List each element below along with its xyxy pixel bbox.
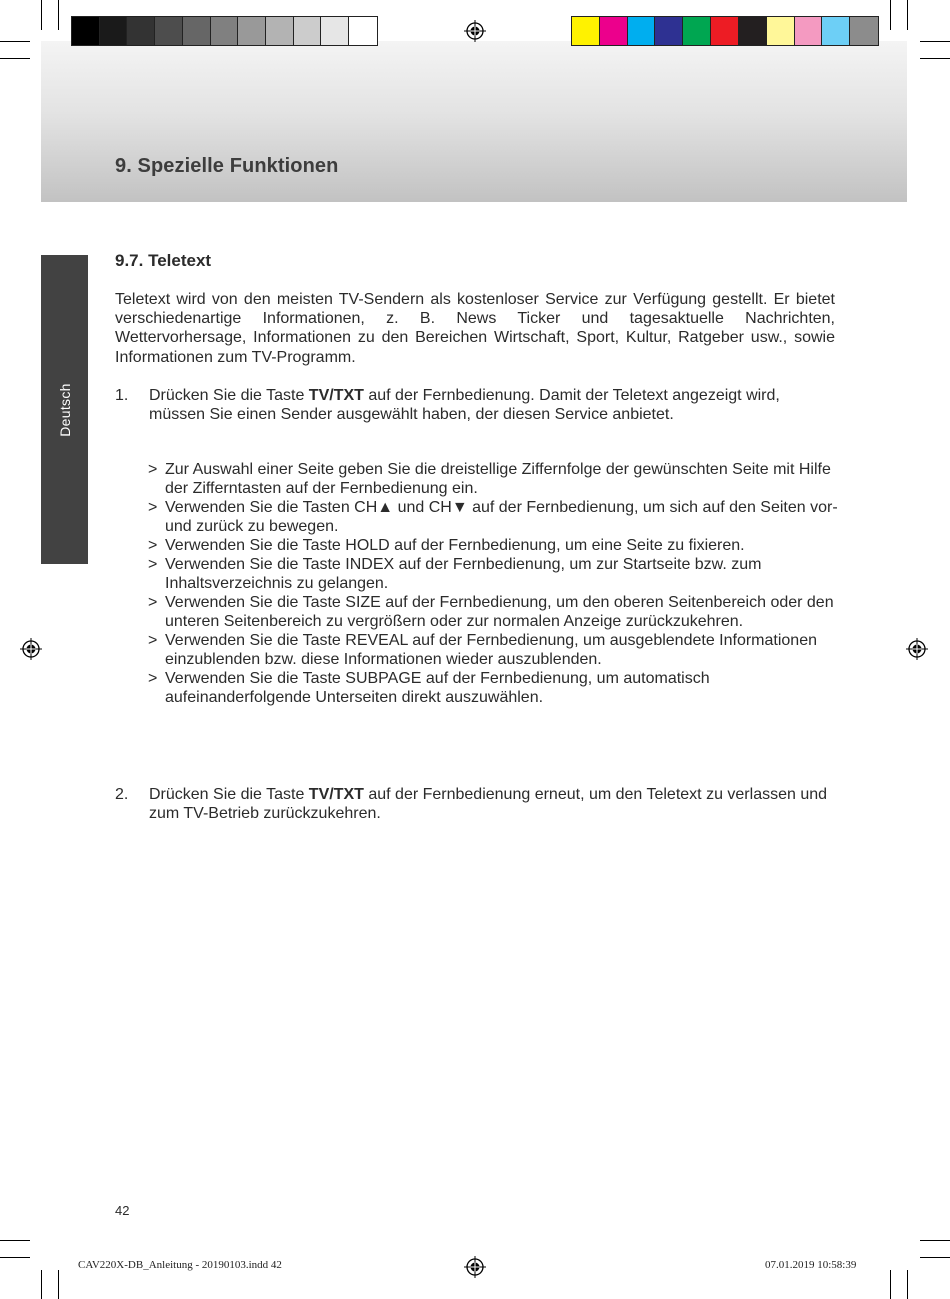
crop-mark <box>907 0 908 30</box>
color-swatch <box>100 17 128 45</box>
color-swatch <box>795 17 823 45</box>
crop-mark <box>0 58 30 59</box>
bullet-text: Verwenden Sie die Taste INDEX auf der Fernbedienung, um zur Startseite bzw. zum Inhaltsverzeichnis zu gelangen. <box>165 556 762 592</box>
crop-mark <box>41 1270 42 1299</box>
bullet-marker: > <box>148 499 158 516</box>
step-text-after: auf der Fernbedienung. Damit der Teletext angezeigt wird, müssen Sie einen Sender ausgewählt haben, der diesen Service anbietet. <box>149 387 780 424</box>
bullet-marker: > <box>148 461 158 478</box>
crop-mark <box>920 58 950 59</box>
grayscale-color-bar <box>71 16 378 46</box>
step-text-before: Drücken Sie die Taste <box>149 786 309 803</box>
bullet-item <box>148 631 838 669</box>
registration-mark-icon <box>906 638 928 660</box>
crop-mark <box>890 1270 891 1299</box>
step-text <box>149 386 829 424</box>
language-tab-label: Deutsch <box>56 382 73 437</box>
key-name: TV/TXT <box>308 387 364 404</box>
page-number: 42 <box>115 1203 130 1218</box>
color-swatch <box>266 17 294 45</box>
bullet-text: Verwenden Sie die Taste SIZE auf der Fernbedienung, um den oberen Seitenbereich oder den unteren Seitenbereich zu vergrößern oder zur normalen Anzeige zurückzukehren. <box>165 594 834 630</box>
color-swatch <box>822 17 850 45</box>
registration-mark-icon <box>20 638 42 660</box>
bullet-text: Zur Auswahl einer Seite geben Sie die dreistellige Ziffernfolge der gewünschten Seite mit Hilfe der Zifferntasten auf der Fernbedienung ein. <box>165 461 831 497</box>
section-title: 9.7. Teletext <box>115 251 212 270</box>
color-swatch <box>127 17 155 45</box>
color-swatch <box>628 17 656 45</box>
bullet-item <box>148 460 838 498</box>
color-swatch <box>349 17 377 45</box>
bullet-marker: > <box>148 670 158 687</box>
crop-mark <box>920 1257 950 1258</box>
bullet-item <box>148 555 838 593</box>
step-text <box>149 785 829 823</box>
crop-mark <box>890 0 891 30</box>
color-swatch <box>211 17 239 45</box>
color-swatch <box>739 17 767 45</box>
bullet-marker: > <box>148 537 158 554</box>
color-swatch <box>238 17 266 45</box>
color-swatch <box>155 17 183 45</box>
color-swatch <box>600 17 628 45</box>
bullet-text: Verwenden Sie die Taste REVEAL auf der Fernbedienung, um ausgeblendete Informationen einzublenden bzw. diese Informationen wieder auszublenden. <box>165 632 817 668</box>
registration-mark-icon <box>464 1256 486 1278</box>
color-swatch <box>850 17 878 45</box>
bullet-marker: > <box>148 632 158 649</box>
color-swatch <box>767 17 795 45</box>
color-swatch <box>321 17 349 45</box>
step-number: 2. <box>115 786 129 803</box>
bullet-marker: > <box>148 594 158 611</box>
bullet-marker: > <box>148 556 158 573</box>
bullet-item <box>148 669 838 707</box>
key-name: TV/TXT <box>308 786 364 803</box>
intro-paragraph: Teletext wird von den meisten TV-Sendern als kostenloser Service zur Verfügung gestellt. Er bietet verschiedenartige Informationen, z. B. News Ticker und tagesaktuelle Nachrichten, Wettervorhersage, Informationen zu den Bereichen Wirtschaft, Sport, Kultur, Ratgeber usw., sowie Informationen zum TV-Programm. <box>115 291 835 366</box>
color-swatch <box>294 17 322 45</box>
crop-mark <box>58 0 59 30</box>
registration-mark-icon <box>464 20 486 42</box>
crop-mark <box>0 1240 30 1241</box>
process-color-bar <box>571 16 879 46</box>
file-slug: CAV220X-DB_Anleitung - 20190103.indd 42 <box>78 1259 282 1271</box>
bullet-text: Verwenden Sie die Taste SUBPAGE auf der Fernbedienung, um automatisch aufeinanderfolgende Unterseiten direkt auszuwählen. <box>165 670 710 706</box>
color-swatch <box>655 17 683 45</box>
color-swatch <box>683 17 711 45</box>
color-swatch <box>711 17 739 45</box>
crop-mark <box>920 1240 950 1241</box>
crop-mark <box>920 41 950 42</box>
crop-mark <box>58 1270 59 1299</box>
bullet-item <box>148 498 838 536</box>
crop-mark <box>0 41 30 42</box>
step-number: 1. <box>115 387 129 404</box>
date-slug: 07.01.2019 10:58:39 <box>765 1259 857 1271</box>
bullet-list <box>148 460 838 707</box>
color-swatch <box>572 17 600 45</box>
step-text-before: Drücken Sie die Taste <box>149 387 309 404</box>
color-swatch <box>183 17 211 45</box>
crop-mark <box>0 1257 30 1258</box>
bullet-item <box>148 593 838 631</box>
bullet-item <box>148 536 838 555</box>
color-swatch <box>72 17 100 45</box>
step-text-after: auf der Fernbedienung erneut, um den Teletext zu verlassen und zum TV-Betrieb zurückzukehren. <box>149 786 828 823</box>
chapter-title: 9. Spezielle Funktionen <box>115 155 339 177</box>
bullet-text: Verwenden Sie die Taste HOLD auf der Fernbedienung, um eine Seite zu fixieren. <box>165 537 745 554</box>
crop-mark <box>907 1270 908 1299</box>
crop-mark <box>41 0 42 30</box>
bullet-text: Verwenden Sie die Tasten CH▲ und CH▼ auf der Fernbedienung, um sich auf den Seiten vor- und zurück zu bewegen. <box>165 499 838 535</box>
language-side-tab <box>41 255 88 564</box>
